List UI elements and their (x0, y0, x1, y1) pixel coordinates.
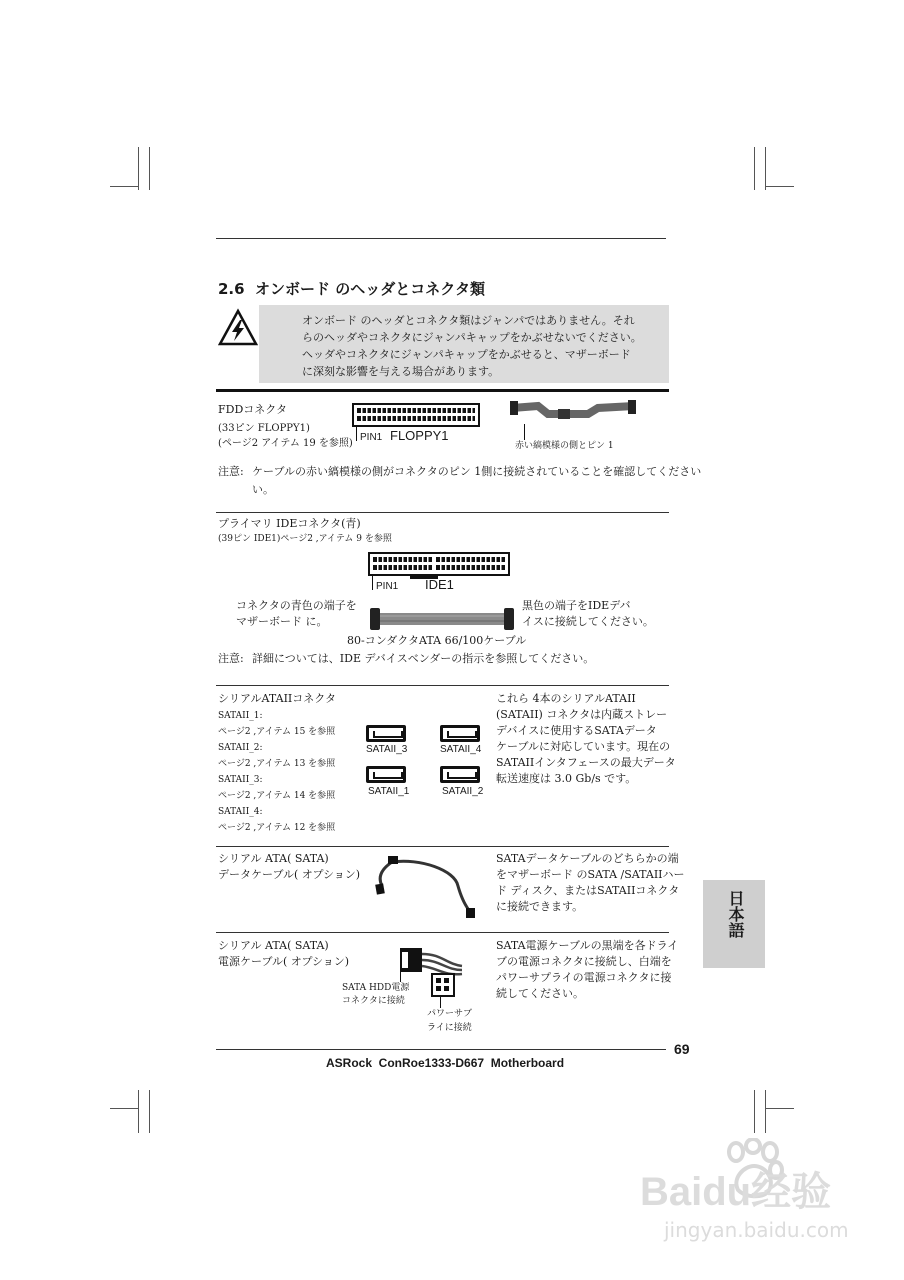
sata-power-cap1a: SATA HDD電源 (342, 983, 410, 993)
crop-mark (766, 1108, 794, 1109)
sataii-desc: 転送速度は 3.0 Gb/s です。 (496, 772, 637, 785)
sata-power-desc: ブの電源コネクタに接続し、白端を (496, 955, 672, 968)
section-heading (218, 280, 485, 298)
sata-data-title2: データケーブル( オプション) (218, 868, 361, 881)
sataii-desc: SATAIIインタフェースの最大データ (496, 756, 676, 769)
fdd-note-line2: い。 (252, 483, 274, 496)
crop-mark (138, 1090, 139, 1133)
sataii-desc: ケーブルに対応しています。現在の (496, 740, 671, 753)
sata-data-cable-image (370, 850, 482, 920)
crop-mark (766, 186, 794, 187)
warning-line: に深刻な影響を与える場合があります。 (302, 365, 500, 378)
ide-left-caption1: コネクタの青色の端子を (236, 599, 357, 612)
side-tab-label: 日本語 (726, 890, 745, 938)
section-divider (216, 846, 669, 847)
stripe-pointer (524, 424, 525, 440)
floppy-connector (352, 403, 480, 427)
sataii-3-port (366, 725, 406, 742)
sataii-item-name: SATAII_4: (218, 807, 263, 817)
warning-line: らのヘッダやコネクタにジャンパキャップをかぶせないでください。 (302, 331, 642, 344)
sataii-4-port (440, 725, 480, 742)
pin1-pointer (356, 427, 357, 441)
sata-power-cap1b: コネクタに接続 (342, 996, 405, 1006)
page-number: 69 (674, 1041, 690, 1057)
sataii-item-ref: ページ2 ,アイテム 14 を参照 (218, 791, 336, 801)
sataii-desc: デバイスに使用するSATAデータ (496, 724, 657, 737)
sataii-1-label: SATAII_1 (368, 786, 410, 797)
sataii-1-port (366, 766, 406, 783)
crop-mark (110, 186, 138, 187)
fdd-note-label: 注意: (218, 465, 244, 478)
sata-data-desc: SATAデータケーブルのどちらかの端 (496, 852, 679, 865)
fdd-sub2: (ページ2 アイテム 19 を参照) (218, 438, 353, 449)
sataii-item-ref: ページ2 ,アイテム 13 を参照 (218, 759, 336, 769)
floppy-cable-image (508, 398, 638, 424)
warning-line: ヘッダやコネクタにジャンパキャップをかぶせると、マザーボード (302, 348, 631, 361)
sata-power-title2: 電源ケーブル( オプション) (218, 955, 350, 968)
top-rule (216, 238, 666, 239)
sataii-desc: (SATAII) コネクタは内蔵ストレー (496, 708, 668, 721)
ide-right-caption2: イスに接続してください。 (522, 615, 654, 628)
crop-mark (754, 147, 755, 190)
footer-rule (216, 1049, 666, 1050)
ide-sub: (39ピン IDE1)ページ2 ,アイテム 9 を参照 (218, 534, 392, 544)
sata-power-desc: 続してください。 (496, 987, 584, 1000)
crop-mark (149, 147, 150, 190)
ide-connector (368, 552, 510, 576)
sataii-3-label: SATAII_3 (366, 744, 408, 755)
sataii-title: シリアルATAIIコネクタ (218, 692, 337, 705)
sata-power-cap2a: パワーサブ (427, 1009, 473, 1019)
sata-data-desc: ド ディスク、またはSATAIIコネクタ (496, 884, 680, 897)
footer-model: ASRock ConRoe1333-D667 Motherboard (326, 1056, 565, 1070)
sataii-4-label: SATAII_4 (440, 744, 482, 755)
fdd-connector-label: FLOPPY1 (390, 428, 449, 443)
crop-mark (138, 147, 139, 190)
sataii-item-name: SATAII_3: (218, 775, 263, 785)
section-divider (216, 389, 669, 392)
section-divider (216, 685, 669, 686)
section-divider (216, 932, 669, 933)
sataii-item-ref: ページ2 ,アイテム 12 を参照 (218, 823, 336, 833)
sataii-2-label: SATAII_2 (442, 786, 484, 797)
ide-note-label: 注意: (218, 652, 244, 665)
ide-connector-label: IDE1 (425, 577, 454, 592)
ide-right-caption1: 黒色の端子をIDEデバ (522, 599, 631, 612)
crop-mark (754, 1090, 755, 1133)
fdd-sub1: (33ピン FLOPPY1) (218, 423, 310, 434)
ide-left-caption2: マザーボード に。 (236, 615, 328, 628)
sata-data-desc: に接続できます。 (496, 900, 584, 913)
watermark-url: jingyan.baidu.com (664, 1218, 849, 1242)
sata-power-title1: シリアル ATA( SATA) (218, 939, 329, 952)
warning-line: オンボード のヘッダとコネクタ類はジャンパではありません。それ (302, 314, 635, 327)
section-divider (216, 512, 669, 513)
sata-power-desc: SATA電源ケーブルの黒端を各ドライ (496, 939, 679, 952)
section-number: 2.6 (218, 280, 245, 298)
caption-pointer (440, 996, 441, 1008)
sata-data-title1: シリアル ATA( SATA) (218, 852, 329, 865)
section-title: オンボード のヘッダとコネクタ類 (255, 280, 485, 298)
fdd-note-line1: ケーブルの赤い縞模様の側がコネクタのピン 1側に接続されていることを確認してください (252, 465, 702, 478)
warning-icon (218, 308, 258, 348)
ide-cable-image (368, 606, 516, 632)
sata-data-desc: をマザーボード のSATA /SATAIIハー (496, 868, 685, 881)
crop-mark (149, 1090, 150, 1133)
crop-mark (765, 147, 766, 190)
crop-mark (110, 1108, 138, 1109)
caption-pointer (400, 970, 401, 982)
fdd-cable-caption: 赤い縞模様の側とピン 1 (515, 441, 614, 451)
crop-mark (765, 1090, 766, 1133)
ide-title: プライマリ IDEコネクタ(青) (218, 517, 361, 530)
sata-power-desc: パワーサプライの電源コネクタに接 (496, 971, 672, 984)
sataii-desc: これら 4本のシリアルATAII (496, 692, 636, 705)
ide-note: 詳細については、IDE デバイスベンダーの指示を参照してください。 (252, 652, 595, 665)
sataii-2-port (440, 766, 480, 783)
pin1-pointer (372, 576, 373, 590)
watermark-logo: Baidu经验 (640, 1170, 832, 1214)
sataii-item-name: SATAII_2: (218, 743, 263, 753)
sata-power-cap2b: ライに接続 (427, 1023, 472, 1033)
ide-pin-label: PIN1 (376, 581, 399, 592)
fdd-title: FDDコネクタ (218, 403, 288, 416)
ide-cable-caption: 80-コンダクタATA 66/100ケーブル (347, 634, 527, 647)
fdd-pin-label: PIN1 (360, 432, 383, 443)
sataii-item-ref: ページ2 ,アイテム 15 を参照 (218, 727, 336, 737)
sataii-item-name: SATAII_1: (218, 711, 263, 721)
